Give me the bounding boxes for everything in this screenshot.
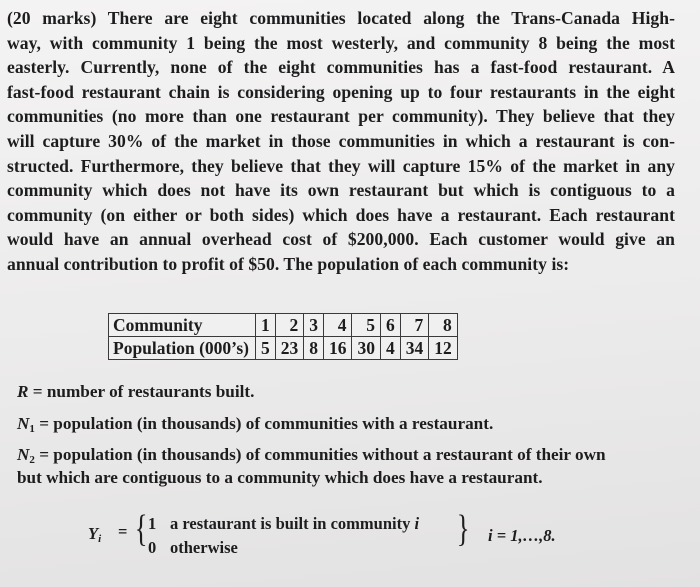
N1-definition: = population (in thousands) of communities with a restaurant. <box>34 414 494 433</box>
N2-symbol: N <box>17 445 30 464</box>
definition-N2-continued: but which are contiguous to a community which does have a restaurant. <box>17 468 543 487</box>
left-brace: { <box>134 508 148 550</box>
case-two-text: otherwise <box>170 538 238 557</box>
community-cell: 8 <box>429 314 458 337</box>
population-cell: 8 <box>304 337 324 360</box>
R-definition: = number of restaurants built. <box>28 382 255 401</box>
definition-R <box>17 380 254 404</box>
population-cell: 12 <box>429 337 458 360</box>
Y-symbol: $Y_i$ <box>88 524 102 545</box>
row-label-population: Population (000’s) <box>109 337 256 360</box>
population-table-wrap <box>108 313 458 360</box>
N2-subscript: 2 <box>29 454 35 466</box>
population-cell: 5 <box>255 337 275 360</box>
problem-line: easterly. Currently, none of the eight communities has a fast-food restaurant. A <box>7 57 675 78</box>
problem-line: will capture 30% of the market in those communities in which a restaurant is con- <box>7 130 675 151</box>
community-cell: 6 <box>380 314 400 337</box>
definition-N1 <box>17 412 493 441</box>
problem-statement <box>7 6 675 277</box>
community-cell: 7 <box>400 314 429 337</box>
row-label-community: Community <box>109 314 256 337</box>
Y-subscript: i <box>98 533 102 545</box>
right-brace: } <box>456 508 470 550</box>
problem-line: structed. Furthermore, they believe that they will capture 15% of the market in any <box>7 155 675 176</box>
population-cell: 34 <box>400 337 429 360</box>
N1-symbol: N <box>17 414 30 433</box>
equals-sign: = <box>118 522 128 541</box>
population-cell: 23 <box>275 337 304 360</box>
population-table <box>108 313 458 360</box>
population-cell: 30 <box>352 337 381 360</box>
problem-line: way, with community 1 being the most westerly, and community 8 being the most <box>7 32 675 53</box>
problem-line: would have an annual overhead cost of $200,000. Each customer would give an <box>7 229 675 250</box>
community-cell: 1 <box>255 314 275 337</box>
index-range: i = 1,…,8. <box>488 526 556 545</box>
community-cell: 3 <box>304 314 324 337</box>
community-cell: 2 <box>275 314 304 337</box>
problem-line: communities (no more than one restaurant per community). They believe that they <box>7 106 675 127</box>
case-one-var: i <box>414 514 420 533</box>
R-symbol: R <box>17 382 29 401</box>
problem-line: community which does not have its own restaurant but which is contiguous to a <box>7 180 675 201</box>
table-row-population <box>109 337 458 360</box>
case-two <box>148 538 238 558</box>
population-cell: 4 <box>380 337 400 360</box>
case-two-value: 0 <box>148 538 157 557</box>
table-row-community <box>109 314 458 337</box>
problem-line: annual contribution to profit of $50. The population of each community is: <box>7 253 570 274</box>
problem-line: (20 marks) There are eight communities located along the Trans-Canada High- <box>7 8 675 28</box>
community-cell: 5 <box>352 314 381 337</box>
case-one <box>148 514 419 534</box>
problem-line: fast-food restaurant chain is considering opening up to four restaurants in the eight <box>7 81 675 102</box>
case-one-text: a restaurant is built in community <box>170 514 415 533</box>
community-cell: 4 <box>323 314 352 337</box>
problem-line: community (on either or both sides) which does have a restaurant. Each restaurant <box>7 204 675 225</box>
case-one-value: 1 <box>148 514 157 533</box>
N1-subscript: 1 <box>29 423 35 435</box>
N2-definition: = population (in thousands) of communities without a restaurant of their own <box>34 445 606 464</box>
population-cell: 16 <box>323 337 352 360</box>
